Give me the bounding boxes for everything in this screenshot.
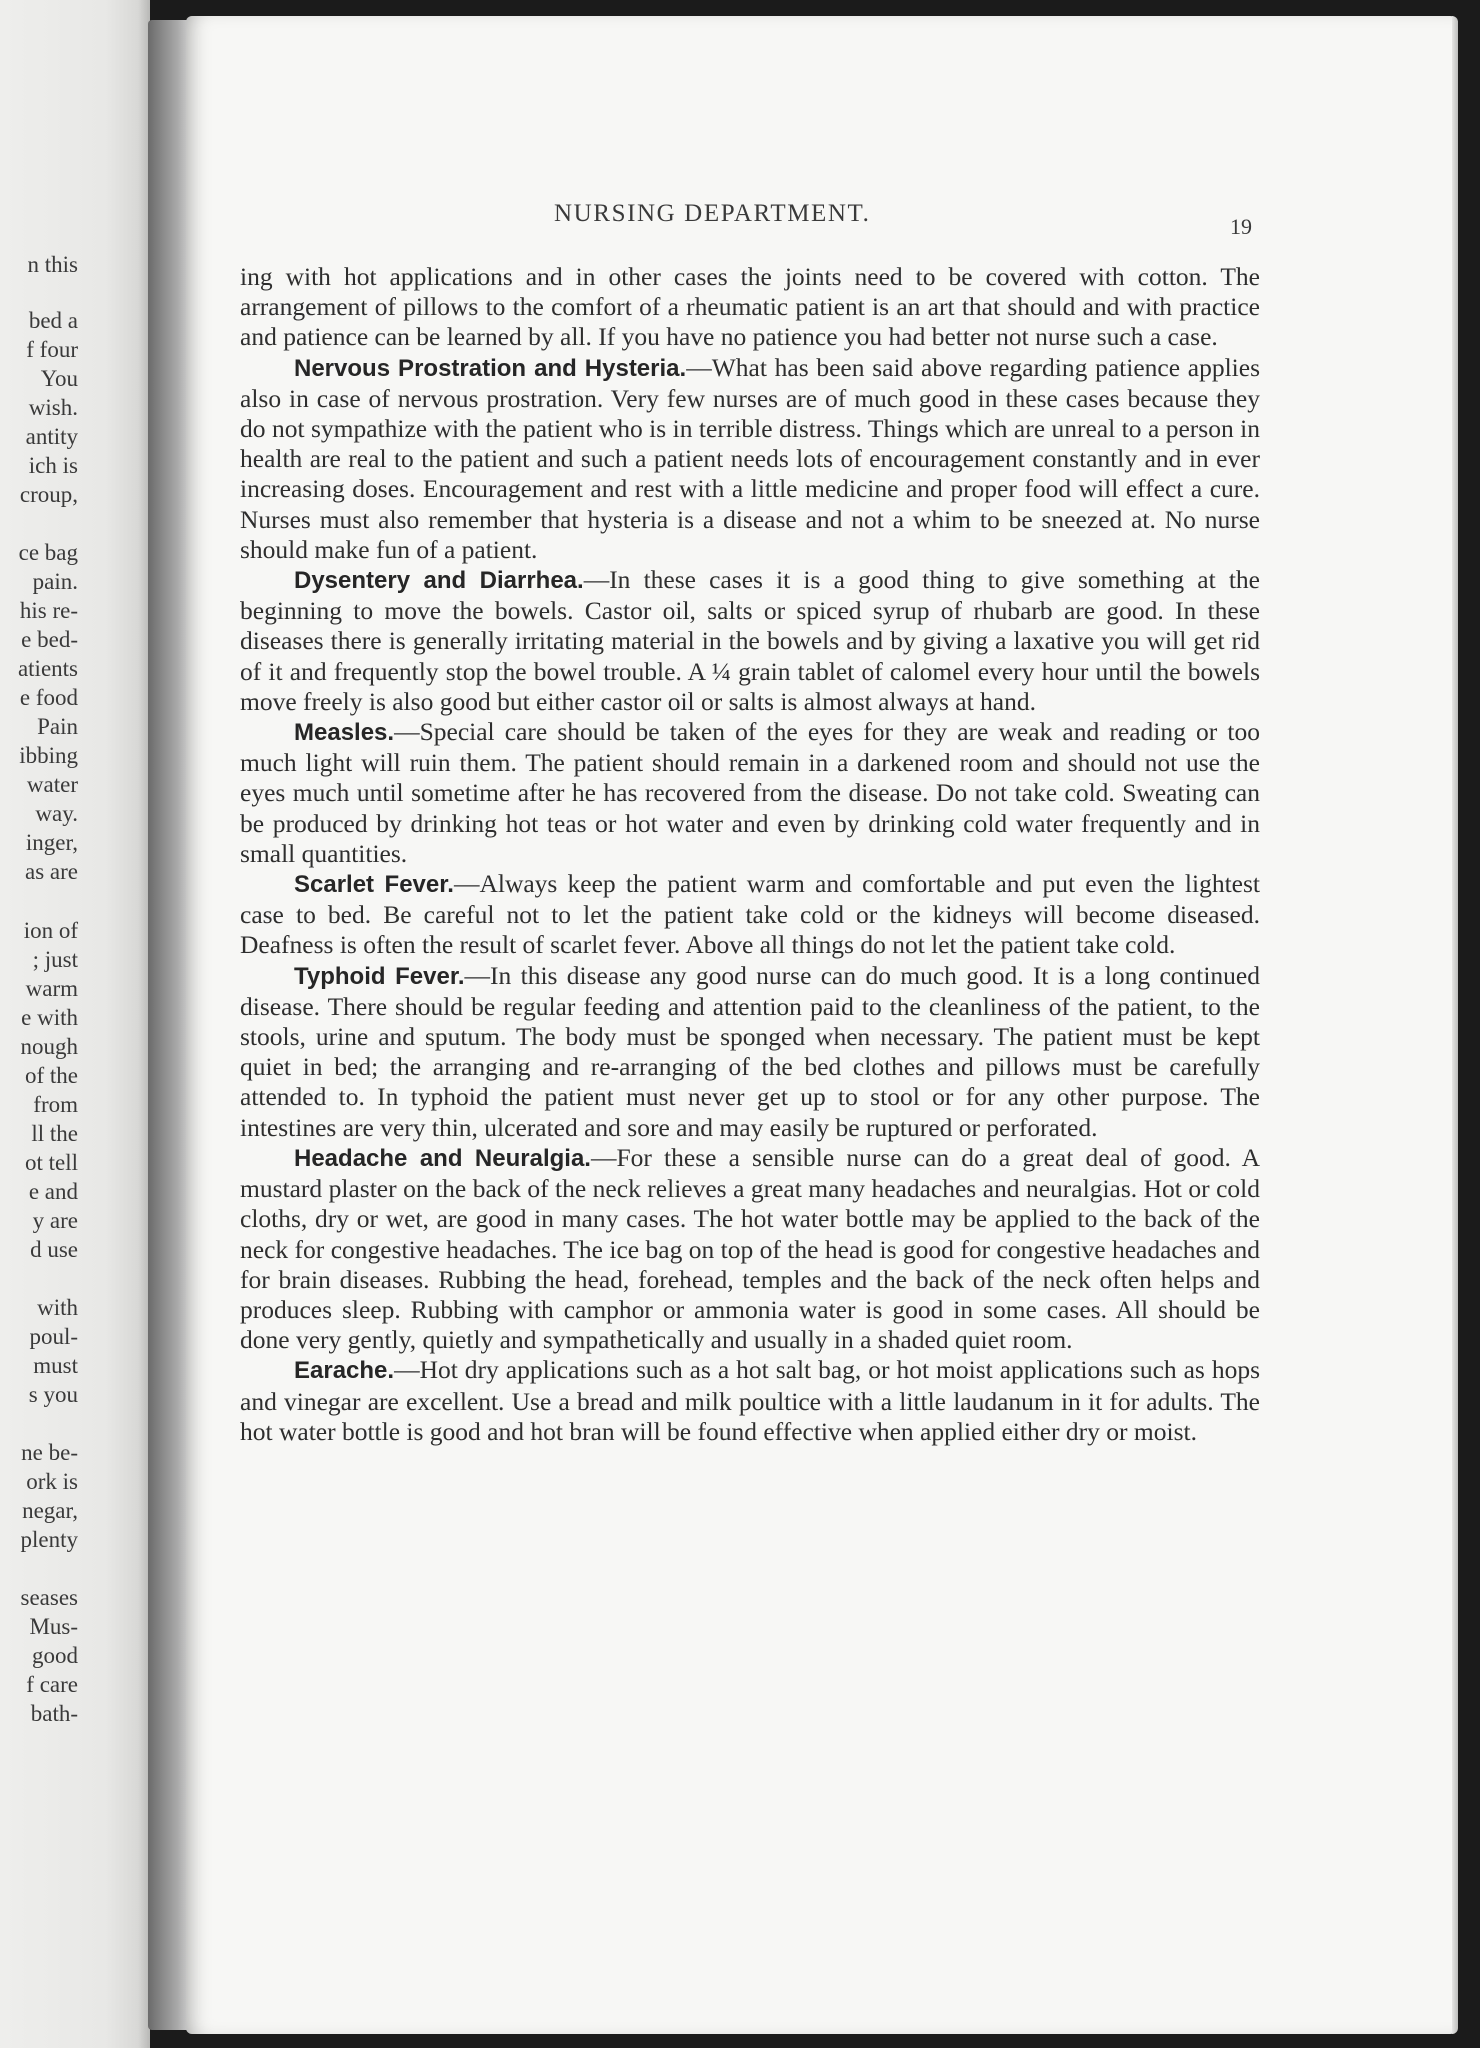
- facing-page-line: e food: [19, 685, 78, 710]
- section-headache: [240, 1143, 1260, 1355]
- facing-page-line: s you: [28, 1382, 78, 1407]
- facing-page-line: water: [26, 772, 78, 797]
- facing-page-line: bed a: [28, 308, 78, 333]
- section-text: —For these a sensible nurse can do a great deal of good. A mustard plaster on the back of the neck relieves a great many headaches and neuralgias. Hot or cold cloths, dry or wet, are good in many cases. The hot water bottle may be applied to the back of the neck for congestive headaches. The ice bag on top of the head is good for congestive headaches and for brain diseases. Rubbing the head, forehead, temples and the back of the neck often helps and produces sleep. Rubbing with camphor or ammonia water is good in some cases. All should be done very gently, quietly and sympathetically and usually in a shaded quiet room.: [240, 1142, 1260, 1355]
- facing-page-line: warm: [25, 976, 78, 1001]
- facing-page-line: e bed-: [21, 627, 78, 652]
- section-typhoid-fever: [240, 961, 1260, 1143]
- opening-paragraph: ing with hot applications and in other cases the joints need to be covered with cotton. The arrangement of pillows to the comfort of a rheumatic patient is an art that should and with practice and patience can be learned by all. If you have no patience you had better not nurse such a case.: [240, 262, 1260, 352]
- facing-page-line: antity: [25, 424, 78, 449]
- section-earache: [240, 1355, 1260, 1447]
- section-heading: Headache and Neuralgia.: [294, 1144, 591, 1172]
- facing-page-line: ll the: [31, 1121, 78, 1146]
- section-text: —In this disease any good nurse can do much good. It is a long continued disease. There should be regular feeding and attention paid to the cleanliness of the patient, to the stools, urine and sputum. The body must be sponged when necessary. The patient must be kept quiet in bed; the arranging and re-arranging of the bed clothes and pillows must be carefully attended to. In typhoid the patient must never get up to stool or for any other purpose. The intestines are very thin, ulcerated and sore and may easily be ruptured or perforated.: [240, 960, 1261, 1142]
- section-heading: Scarlet Fever.: [294, 871, 454, 899]
- facing-page-line: ot tell: [24, 1150, 78, 1175]
- facing-page-line: ; just: [32, 947, 78, 972]
- facing-page-line: nough: [20, 1034, 78, 1059]
- section-text: —In these cases it is a good thing to give something at the beginning to move the bowels. Castor oil, salts or spiced syrup of rhubarb are good. In these diseases there is generally irritating material in the bowels and by giving a laxative you will get rid of it and frequently stop the bowel trouble. A ¼ grain tablet of calomel every hour until the bowels move freely is also good but either castor oil or salts is almost always at hand.: [240, 565, 1260, 716]
- section-scarlet-fever: [240, 869, 1260, 961]
- facing-page-line: n this: [27, 252, 78, 277]
- facing-page-line: seases: [20, 1585, 78, 1610]
- facing-page-line: ne be-: [21, 1440, 78, 1465]
- facing-page-line: wish.: [28, 395, 78, 420]
- facing-page-line: with: [37, 1295, 78, 1320]
- facing-page-line: as are: [25, 859, 78, 884]
- section-measles: [240, 717, 1260, 869]
- facing-page-line: ork is: [26, 1469, 78, 1494]
- running-head: NURSING DEPARTMENT.: [554, 200, 871, 227]
- facing-page-line: ibbing: [19, 743, 78, 768]
- facing-page-line: ion of: [23, 918, 78, 943]
- facing-page-line: must: [33, 1353, 78, 1378]
- section-heading: Nervous Prostration and Hysteria.: [294, 354, 687, 382]
- page-number: 19: [1230, 214, 1252, 239]
- facing-page-line: ce bag: [18, 540, 78, 565]
- facing-page-line: ich is: [28, 453, 78, 478]
- facing-page-line: plenty: [20, 1527, 78, 1552]
- facing-page-line: of the: [24, 1063, 78, 1088]
- facing-page-line: y are: [32, 1208, 78, 1233]
- section-text: —Special care should be taken of the eyes for they are weak and reading or too much light will ruin them. The patient should remain in a darkened room and should not use the eyes much until sometime after he has recovered from the disease. Do not take cold. Sweating can be produced by drinking hot teas or hot water and even by drinking cold water frequently and in small quantities.: [240, 717, 1260, 868]
- facing-page-line: Mus-: [29, 1614, 78, 1639]
- section-text: —Hot dry applications such as a hot salt bag, or hot moist applications such as hops and vinegar are excellent. Use a bread and milk poultice with a little laudanum in it for adults. The hot water bottle is good and hot bran will be found effective when applied either dry or moist.: [240, 1355, 1260, 1446]
- section-heading: Typhoid Fever.: [294, 962, 465, 990]
- facing-page-line: e with: [21, 1005, 78, 1030]
- facing-page-line: inger,: [25, 830, 78, 855]
- facing-page-line: Pain: [37, 714, 78, 739]
- section-dysentery: [240, 565, 1260, 717]
- facing-page-strip: [0, 0, 150, 2048]
- section-text: —What has been said above regarding patience applies also in case of nervous prostration. Very few nurses are of much good in these cases because they do not sympathize with the patient who is in terrible distress. Things which are unreal to a person in health are real to the patient and such a patient needs lots of encouragement constantly and in ever increasing doses. Encouragement and rest with a little medicine and proper food will effect a cure. Nurses must also remember that hysteria is a disease and not a whim to be sneezed at. No nurse should make fun of a patient.: [240, 352, 1260, 564]
- facing-page-line: You: [40, 366, 78, 391]
- page-edge: [1452, 16, 1458, 2034]
- facing-page-line: f care: [26, 1672, 78, 1697]
- facing-page-line: d use: [30, 1237, 78, 1262]
- facing-page-line: poul-: [29, 1324, 78, 1349]
- facing-page-line: negar,: [22, 1498, 78, 1523]
- section-heading: Earache.: [294, 1357, 395, 1385]
- section-text: —Always keep the patient warm and comfortable and put even the lightest case to bed. Be careful not to let the patient take cold or the kidneys will become diseased. Deafness is often the result of scarlet fever. Above all things do not let the patient take cold.: [240, 869, 1261, 960]
- facing-page-line: bath-: [30, 1701, 78, 1726]
- facing-page-line: way.: [35, 801, 78, 826]
- section-nervous-prostration: [240, 353, 1260, 565]
- book-gutter: [148, 20, 190, 2030]
- section-heading: Dysentery and Diarrhea.: [294, 567, 584, 595]
- page-body: [240, 262, 1260, 1447]
- section-heading: Measles.: [294, 719, 395, 747]
- facing-page-line: atients: [17, 656, 78, 681]
- facing-page-line: from: [33, 1092, 78, 1117]
- facing-page-line: f four: [26, 337, 78, 362]
- facing-page-line: his re-: [19, 598, 78, 623]
- facing-page-line: pain.: [32, 569, 78, 594]
- facing-page-line: croup,: [19, 482, 78, 507]
- facing-page-line: e and: [28, 1179, 78, 1204]
- facing-page-line: good: [32, 1643, 78, 1668]
